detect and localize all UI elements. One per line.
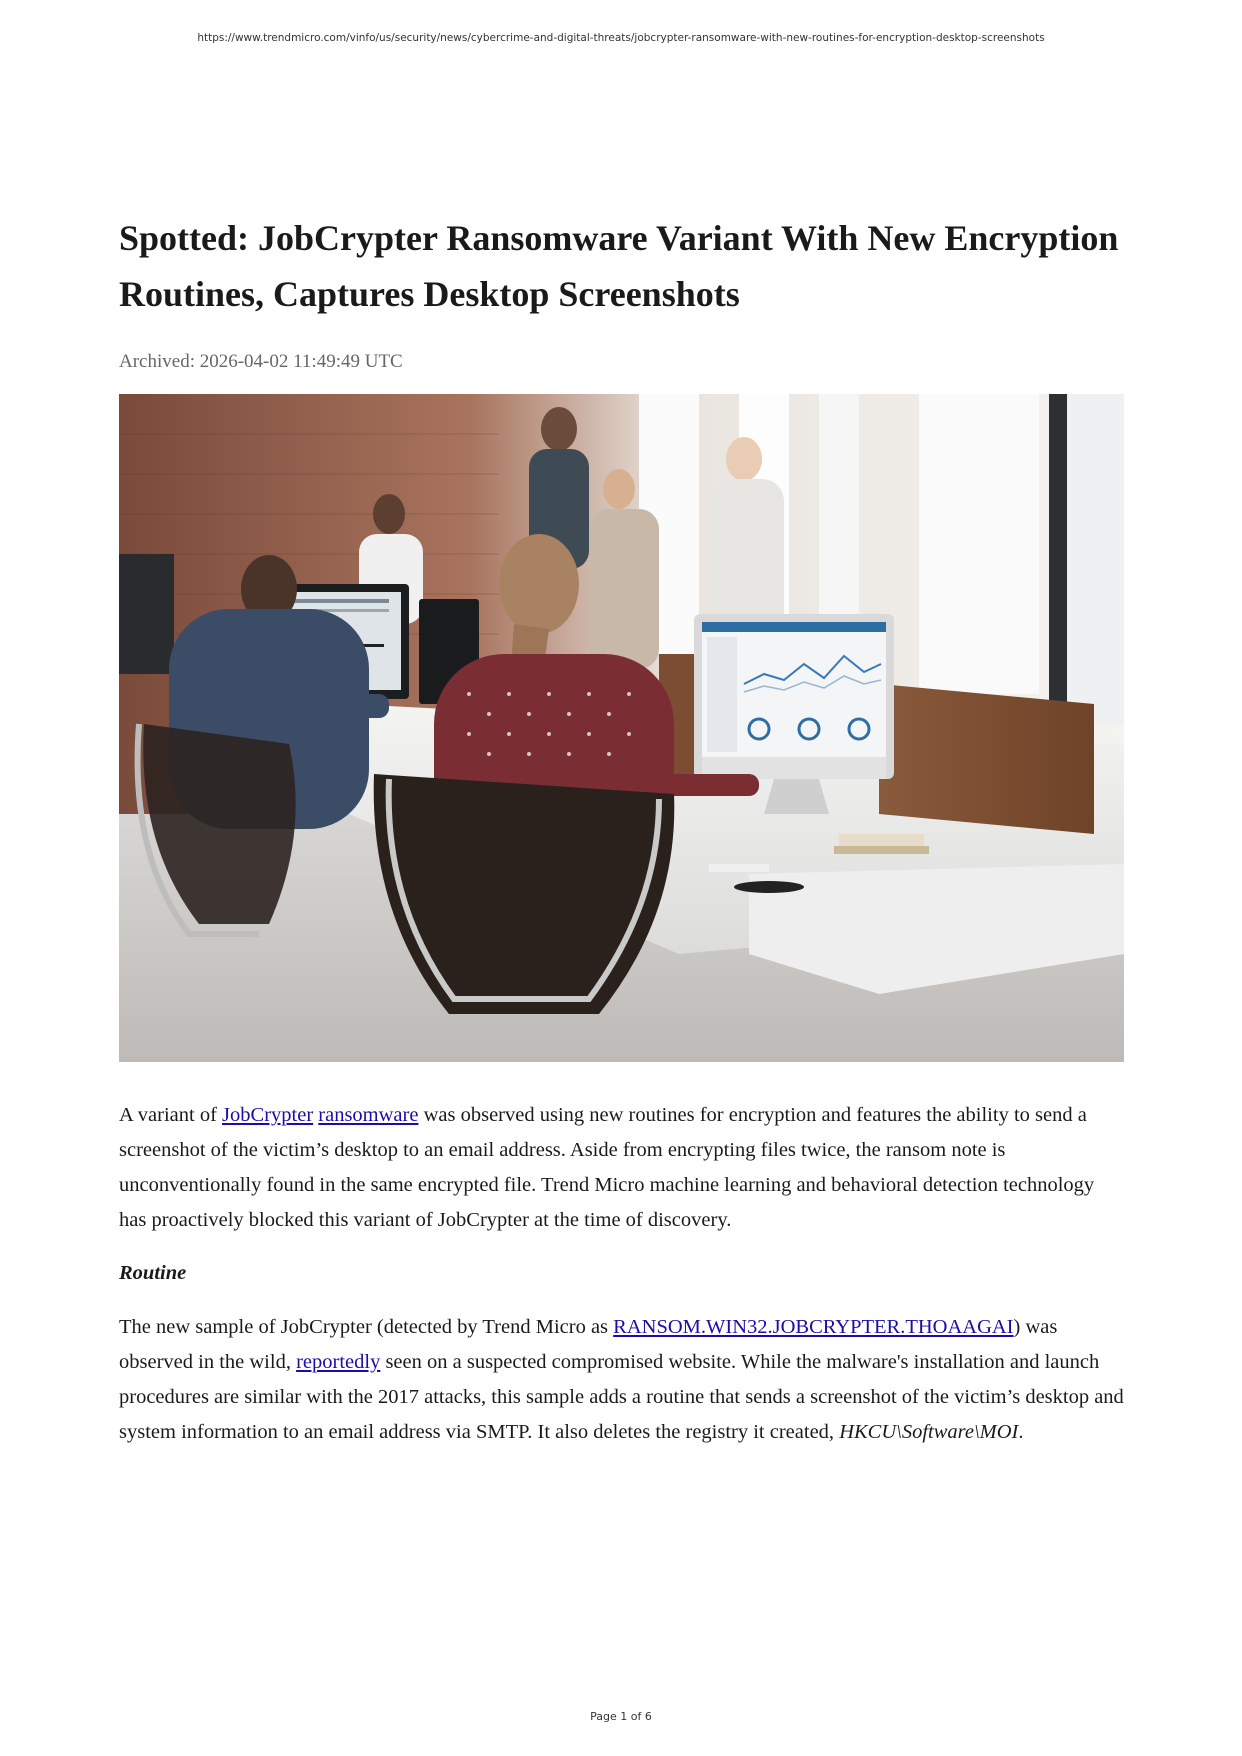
intro-paragraph (119, 1098, 1124, 1238)
article-title: Spotted: JobCrypter Ransomware Variant With New Encryption Routines, Captures Desktop Screenshots (119, 218, 1119, 314)
section-heading-routine: Routine (119, 1262, 187, 1284)
routine-text-3: seen on a suspected compromised website. While the malware's installation and launch procedures are similar with the 2017 attacks, this sample adds a routine that sends a screenshot of the victim’s desktop and system information to an email address via SMTP. It also deletes the registry it created, (119, 1351, 1124, 1443)
ransomware-link[interactable]: ransomware (318, 1104, 419, 1126)
routine-text-1: The new sample of JobCrypter (detected by Trend Micro as (119, 1316, 614, 1338)
article (119, 210, 1124, 1450)
hero-image-office-workers (119, 394, 1124, 1062)
jobcrypter-link[interactable]: JobCrypter (222, 1104, 314, 1126)
page-number: Page 1 of 6 (590, 1710, 652, 1723)
source-url: https://www.trendmicro.com/vinfo/us/security/news/cybercrime-and-digital-threats/jobcrypter-ransomware-with-new-routines-for-encryption-desktop-screenshots (197, 32, 1045, 44)
registry-key: HKCU\Software\MOI (839, 1421, 1019, 1443)
intro-text-3: was observed using new routines for encryption and features the ability to send a screenshot of the victim’s desktop to an email address. Aside from encrypting files twice, the ransom note is unconventionally found in the same encrypted file. Trend Micro machine learning and behavioral detection technology has proactively blocked this variant of JobCrypter at the time of discovery. (119, 1104, 1095, 1231)
intro-text-1: A variant of (119, 1104, 223, 1126)
detection-name-link[interactable]: RANSOM.WIN32.JOBCRYPTER.THOAAGAI (613, 1316, 1014, 1338)
reportedly-link[interactable]: reportedly (296, 1351, 381, 1373)
routine-text-2: ) was observed in the wild, (119, 1316, 1058, 1373)
routine-paragraph (119, 1310, 1124, 1450)
routine-text-4: . (1018, 1421, 1024, 1443)
archived-timestamp: Archived: 2026-04-02 11:49:49 UTC (119, 351, 403, 372)
